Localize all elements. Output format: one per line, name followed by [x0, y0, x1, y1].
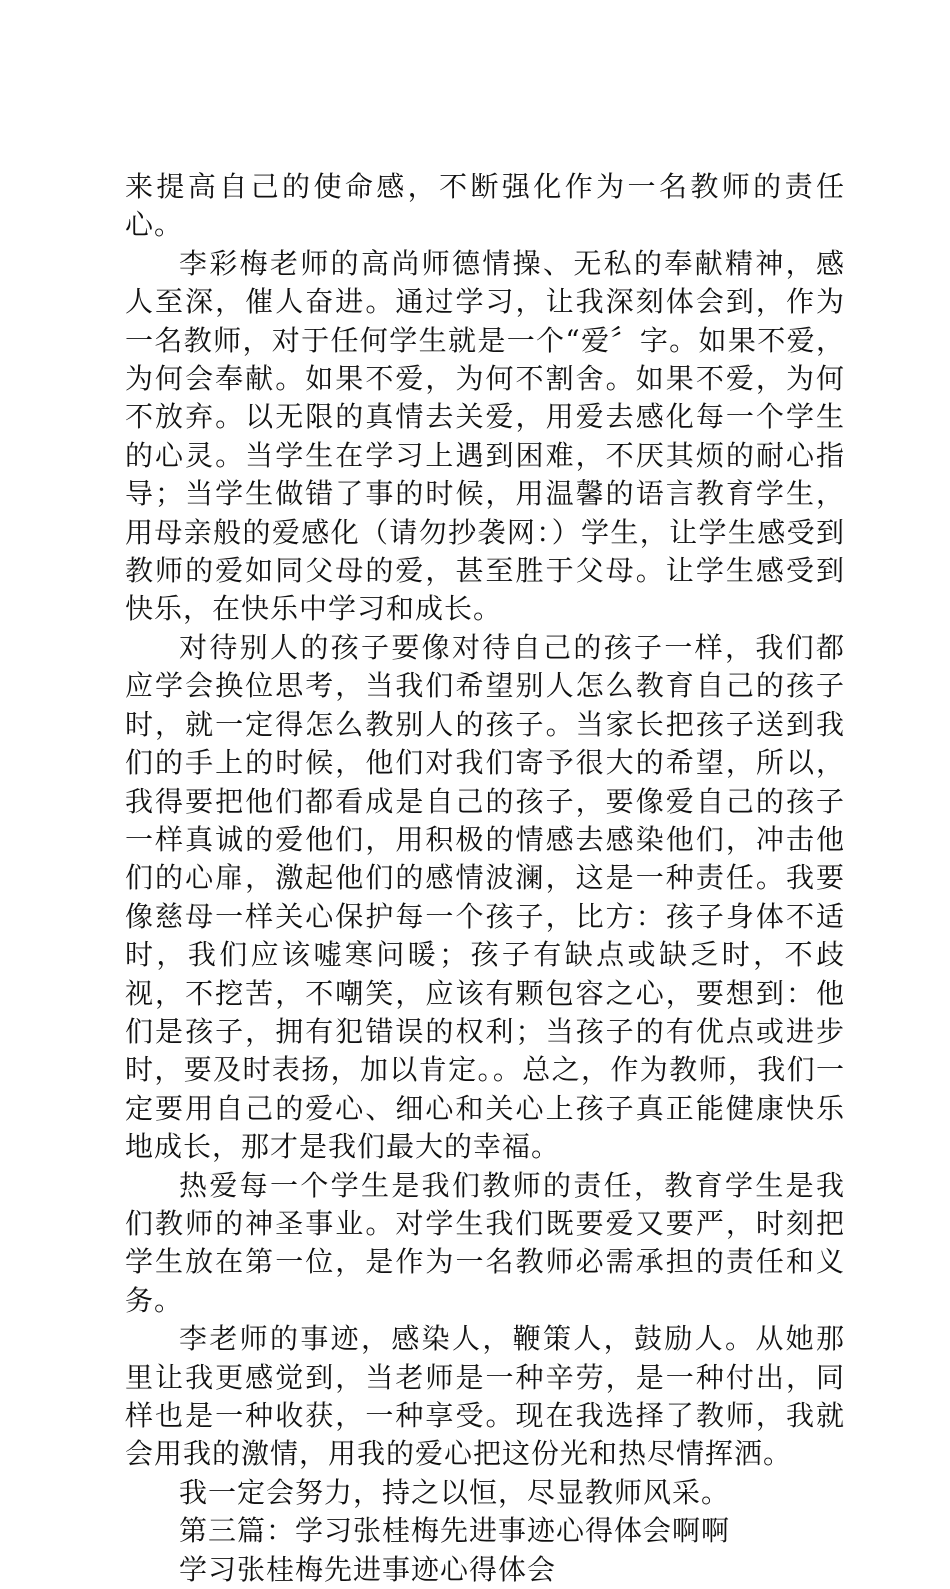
- paragraph-treat-children: 对待别人的孩子要像对待自己的孩子一样，我们都应学会换位思考，当我们希望别人怎么教育自己的孩子时，就一定得怎么教别人的孩子。当家长把孩子送到我们的手上的时候，他们对我们寄予很大的希望，所以，我得要把他们都看成是自己的孩子，要像爱自己的孩子一样真诚的爱他们，用积极的情感去感染他们，冲击他们的心扉，激起他们的感情波澜，这是一种责任。我要像慈母一样关心保护每一个孩子，比方：孩子身体不适时，我们应该嘘寒问暖；孩子有缺点或缺乏时，不歧视，不挖苦，不嘲笑，应该有颗包容之心，要想到：他们是孩子，拥有犯错误的权利；当孩子的有优点或进步时，要及时表扬，加以肯定。。总之，作为教师，我们一定要用自己的爱心、细心和关心上孩子真正能健康快乐地成长，那才是我们最大的幸福。: [125, 630, 845, 1164]
- paragraph-commitment: 我一定会努力，持之以恒，尽显教师风采。: [179, 1475, 731, 1509]
- paragraph-continuation: 来提高自己的使命感，不断强化作为一名教师的责任心。: [125, 170, 845, 242]
- paragraph-li-caimei: 李彩梅老师的高尚师德情操、无私的奉献精神，感人至深，催人奋进。通过学习，让我深刻体会到，作为一名教师，对于任何学生就是一个“爱〞字。如果不爱，为何会奉献。如果不爱，为何不割舍。如果不爱，为何不放弃。以无限的真情去关爱，用爱去感化每一个学生的心灵。当学生在学习上遇到困难，不厌其烦的耐心指导；当学生做错了事的时候，用温馨的语言教育学生，用母亲般的爱感化（请勿抄袭网：）学生，让学生感受到教师的爱如同父母的爱，甚至胜于父母。让学生感受到快乐，在快乐中学习和成长。: [125, 246, 845, 626]
- section-heading: 第三篇：学习张桂梅先进事迹心得体会啊啊: [179, 1514, 731, 1548]
- document-body: [125, 168, 845, 1589]
- section-title: 学习张桂梅先进事迹心得体会: [179, 1552, 557, 1586]
- paragraph-teacher-deeds: 李老师的事迹，感染人，鞭策人，鼓励人。从她那里让我更感觉到，当老师是一种辛劳，是一种付出，同样也是一种收获，一种享受。现在我选择了教师，我就会用我的激情，用我的爱心把这份光和热尽情挥洒。: [125, 1322, 845, 1471]
- paragraph-love-students: 热爱每一个学生是我们教师的责任，教育学生是我们教师的神圣事业。对学生我们既要爱又要严，时刻把学生放在第一位，是作为一名教师必需承担的责任和义务。: [125, 1168, 845, 1317]
